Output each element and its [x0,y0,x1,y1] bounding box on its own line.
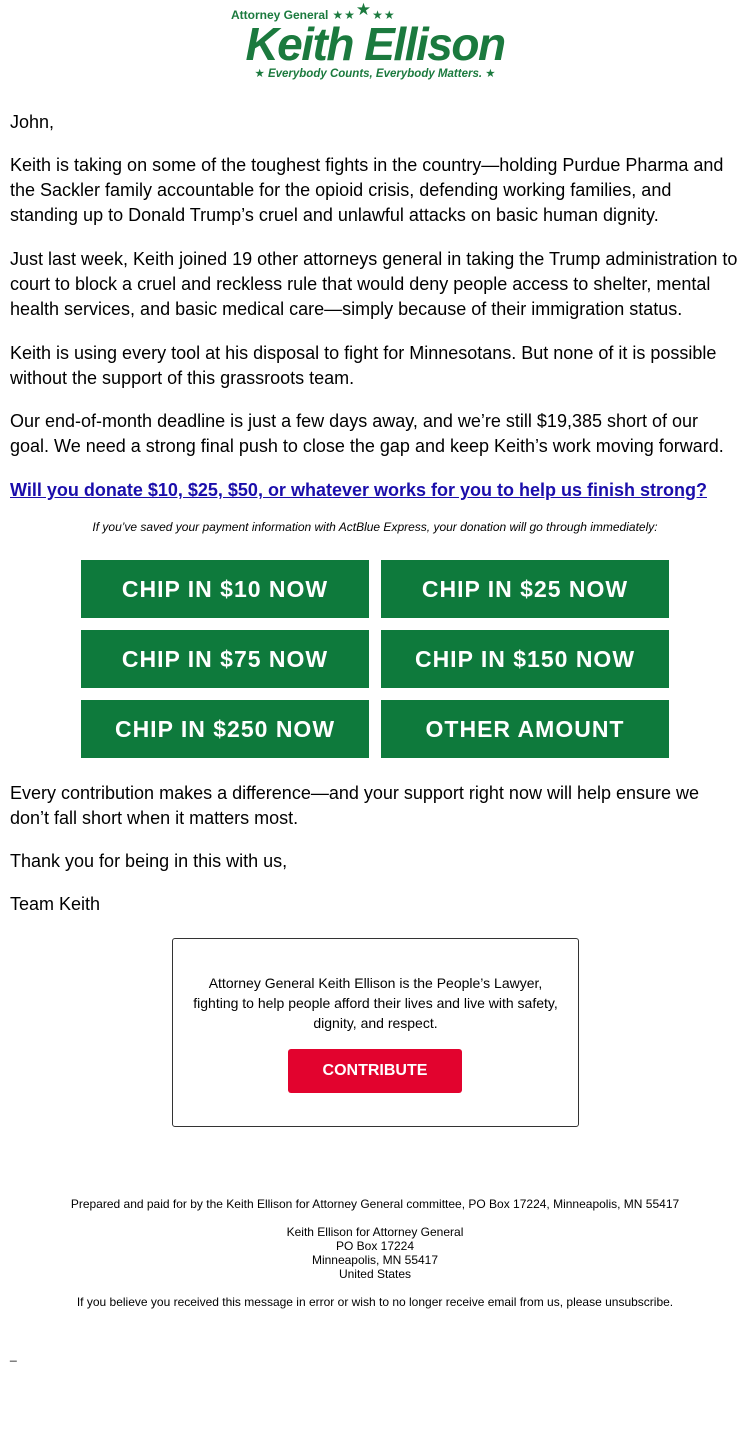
contribute-button[interactable]: CONTRIBUTE [288,1049,462,1093]
footer-address-line-2: PO Box 17224 [335,1239,415,1253]
contribute-box [172,938,579,1127]
footer-address-line-3: Minneapolis, MN 55417 [311,1253,439,1267]
greeting: John, [10,112,55,132]
stars-icon: ★★★★★ [332,0,396,22]
signoff: Team Keith [10,894,101,914]
unsubscribe-text[interactable]: If you believe you received this message in error or wish to no longer receive email from us, please unsubscribe. [76,1295,674,1309]
logo-name: Keith Ellison [245,18,505,70]
chip-in-150-button[interactable]: CHIP IN $150 NOW [381,630,669,688]
paid-for-disclaimer: Prepared and paid for by the Keith Ellison for Attorney General committee, PO Box 17224, Minneapolis, MN 55417 [70,1197,680,1211]
campaign-logo [0,0,750,90]
actblue-express-note: If you’ve saved your payment information with ActBlue Express, your donation will go through immediately: [92,520,658,534]
logo-tagline: ★ Everybody Counts, Everybody Matters. ★ [254,68,496,80]
paragraph-5: Every contribution makes a difference—and your support right now will help ensure we don’t fall short when it matters most. [10,783,700,828]
footer-address-line-4: United States [338,1267,412,1281]
footer-address-line-1: Keith Ellison for Attorney General [286,1225,464,1239]
paragraph-1: Keith is taking on some of the toughest fights in the country—holding Purdue Pharma and the Sackler family accountable for the opioid crisis, defending working families, and standing up to Donald Trump’s cruel and unlawful attacks on basic human dignity. [10,155,724,225]
chip-in-25-button[interactable]: CHIP IN $25 NOW [381,560,669,618]
chip-in-10-button[interactable]: CHIP IN $10 NOW [81,560,369,618]
promo-text: Attorney General Keith Ellison is the People’s Lawyer, fighting to help people afford their lives and live with safety, dignity, and respect. [193,975,558,1031]
paragraph-2: Just last week, Keith joined 19 other attorneys general in taking the Trump administration to court to block a cruel and reckless rule that would deny people access to shelter, mental health services, and basic medical care—simply because of their immigration status. [10,249,738,319]
other-amount-button[interactable]: OTHER AMOUNT [381,700,669,758]
trailing-mark: _ [10,1348,17,1362]
paragraph-3: Keith is using every tool at his disposal to fight for Minnesotans. But none of it is possible without the support of this grassroots team. [10,343,717,388]
paragraph-6: Thank you for being in this with us, [10,851,288,871]
chip-in-75-button[interactable]: CHIP IN $75 NOW [81,630,369,688]
donate-ask-link[interactable]: Will you donate $10, $25, $50, or whatever works for you to help us finish strong? [10,480,707,500]
paragraph-4: Our end-of-month deadline is just a few days away, and we’re still $19,385 short of our goal. We need a strong final push to close the gap and keep Keith’s work moving forward. [10,411,724,456]
logo-top-text: Attorney General [231,8,329,22]
chip-in-250-button[interactable]: CHIP IN $250 NOW [81,700,369,758]
